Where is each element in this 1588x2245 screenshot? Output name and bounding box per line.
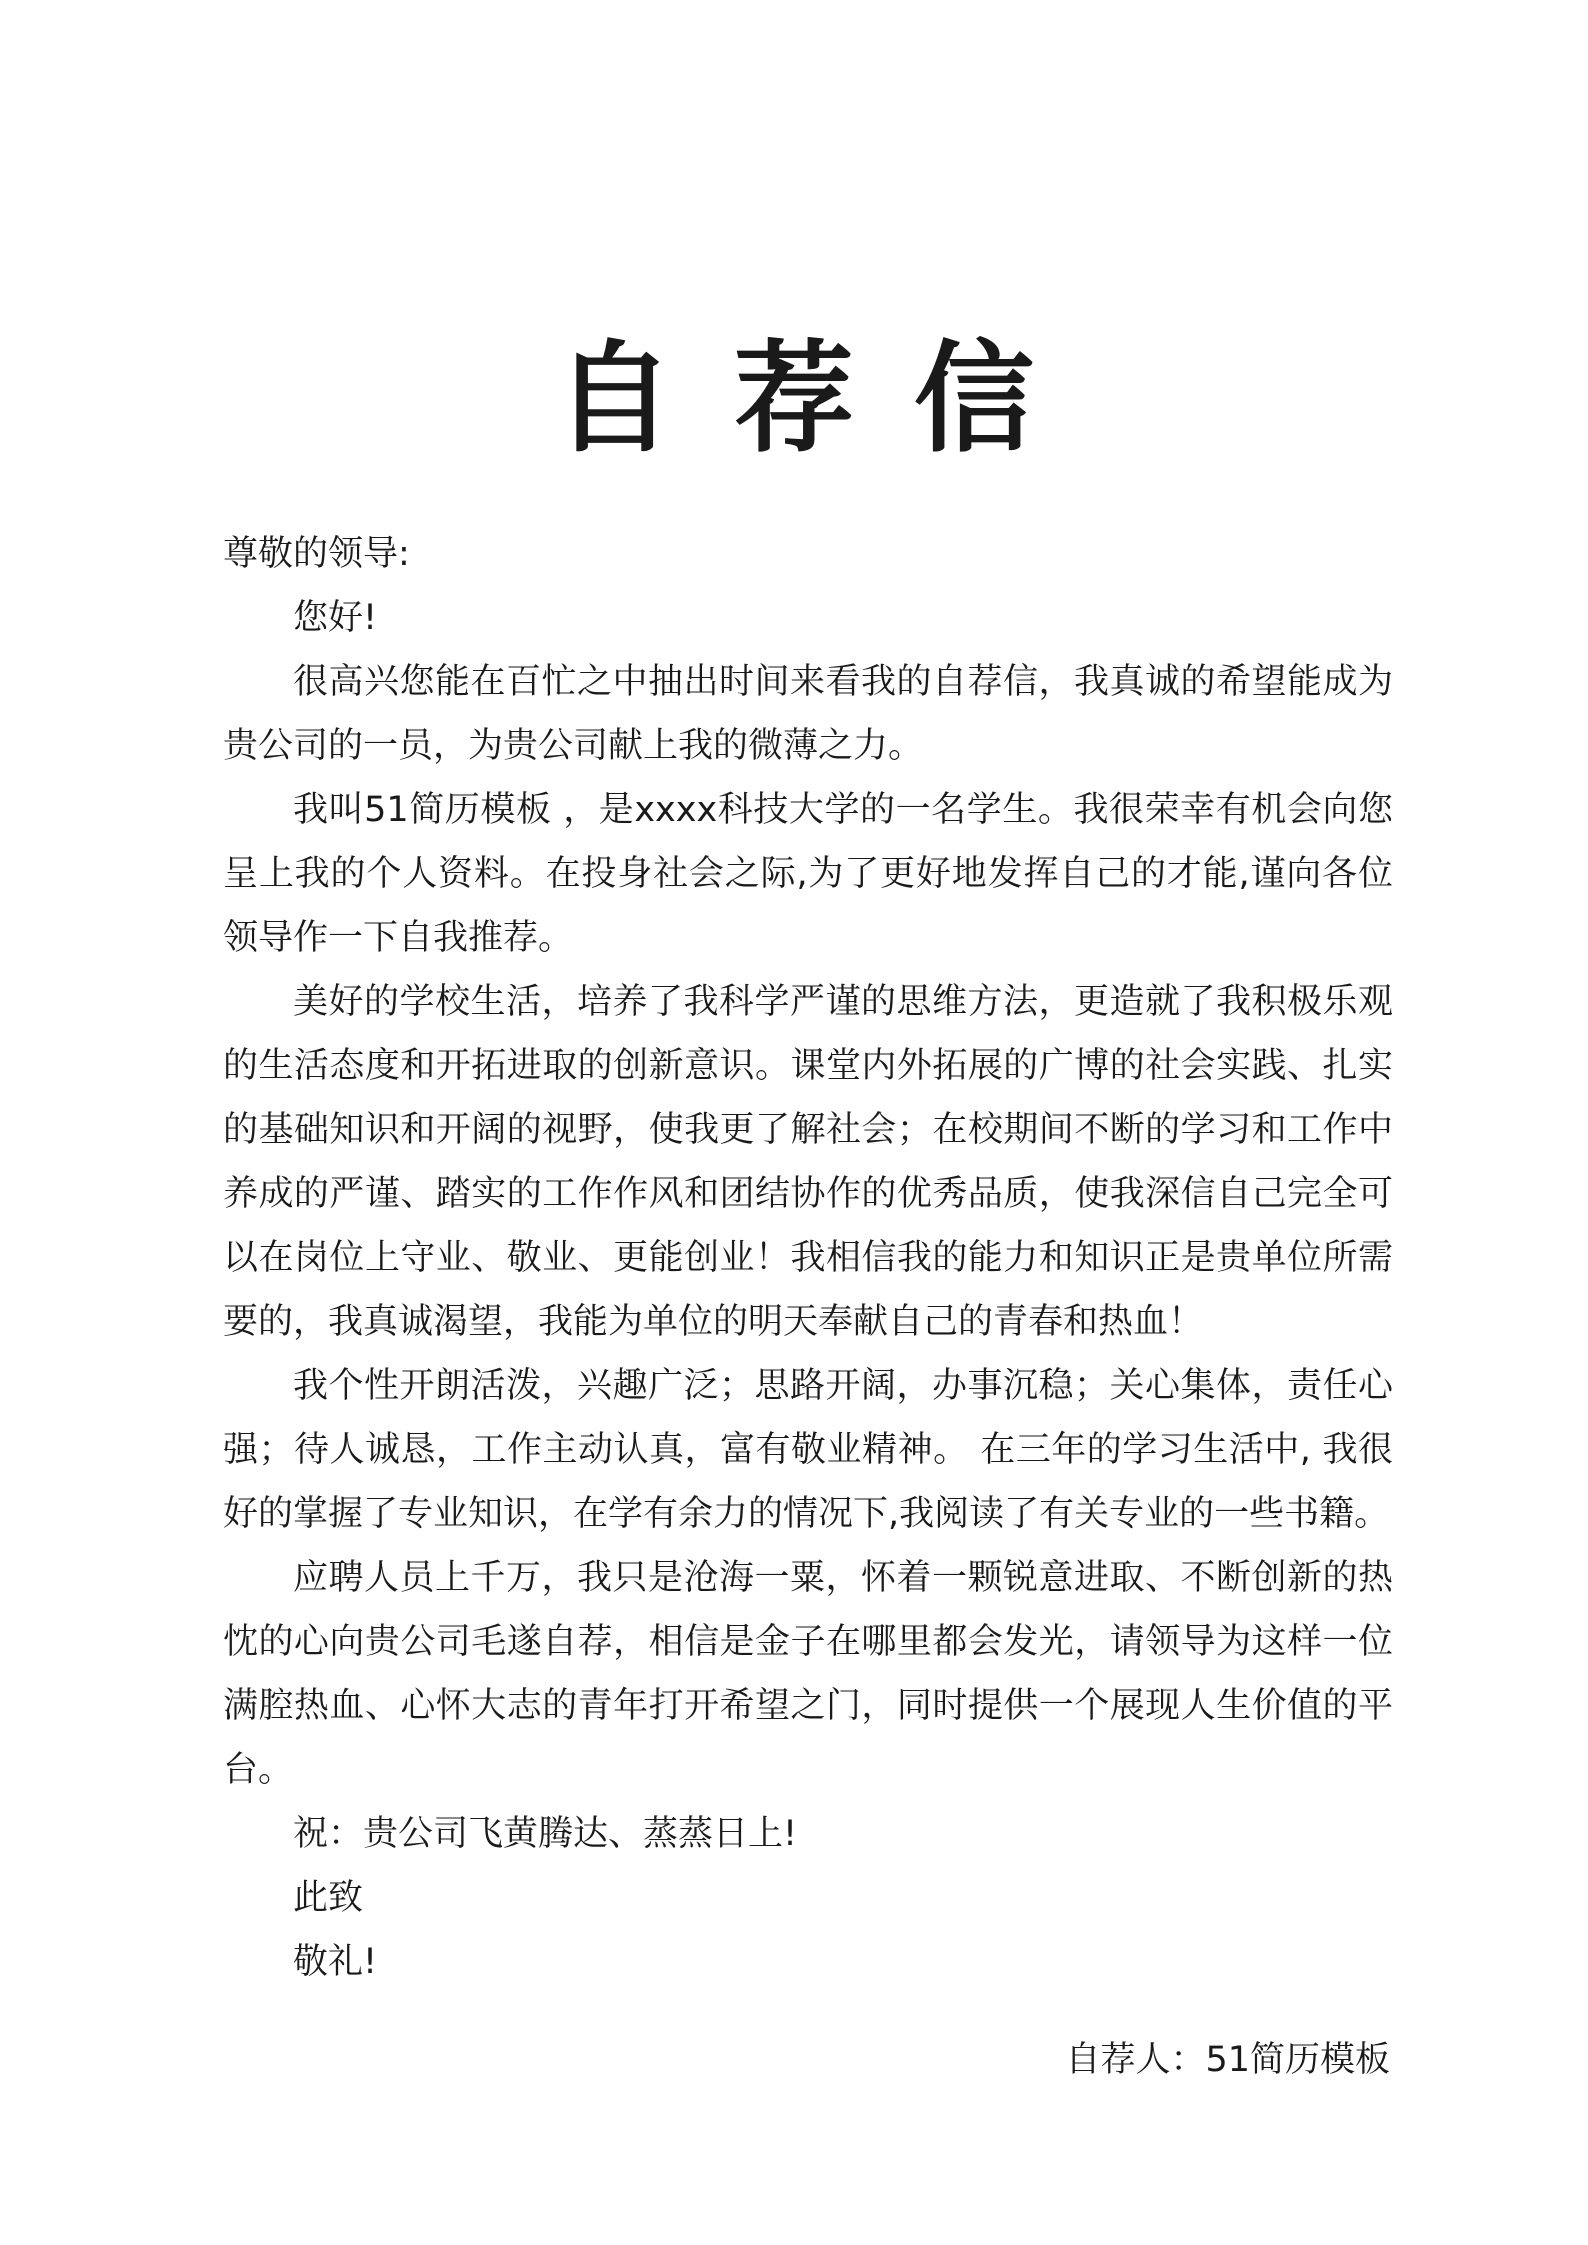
paragraph-intro: 很高兴您能在百忙之中抽出时间来看我的自荐信，我真诚的希望能成为贵公司的一员，为贵公司献上我的微薄之力。 xyxy=(223,662,1393,766)
letter-title: 自荐信 xyxy=(554,330,1094,469)
wish-line: 祝：贵公司飞黄腾达、蒸蒸日上! xyxy=(293,1814,798,1854)
paragraph-self-introduction: 我叫51简历模板 ，是xxxx科技大学的一名学生。我很荣幸有机会向您呈上我的个人资料。在投身社会之际,为了更好地发挥自己的才能,谨向各位领导作一下自我推荐。 xyxy=(223,790,1393,958)
paragraph-personality: 我个性开朗活泼，兴趣广泛；思路开阔，办事沉稳；关心集体，责任心强；待人诚恳，工作主动认真，富有敬业精神。 在三年的学习生活中, 我很好的掌握了专业知识，在学有余力的情况下,我阅读了有关专业的一些书籍。 xyxy=(223,1366,1393,1534)
paragraph-application: 应聘人员上千万，我只是沧海一粟，怀着一颗锐意进取、不断创新的热忱的心向贵公司毛遂自荐，相信是金子在哪里都会发光，请领导为这样一位满腔热血、心怀大志的青年打开希望之门，同时提供一个展现人生价值的平台。 xyxy=(223,1558,1393,1790)
letter-body xyxy=(223,522,1393,1994)
signature: 自荐人：51简历模板 xyxy=(1065,2040,1390,2080)
paragraph-school-life: 美好的学校生活，培养了我科学严谨的思维方法，更造就了我积极乐观的生活态度和开拓进取的创新意识。课堂内外拓展的广博的社会实践、扎实的基础知识和开阔的视野，使我更了解社会；在校期间不断的学习和工作中养成的严谨、踏实的工作作风和团结协作的优秀品质，使我深信自己完全可以在岗位上守业、敬业、更能创业！我相信我的能力和知识正是贵单位所需要的，我真诚渴望，我能为单位的明天奉献自己的青春和热血！ xyxy=(223,982,1393,1342)
greeting: 您好! xyxy=(293,598,378,638)
closing-line-1: 此致 xyxy=(293,1878,364,1918)
closing-line-2: 敬礼! xyxy=(293,1942,378,1982)
salutation: 尊敬的领导: xyxy=(223,534,410,574)
